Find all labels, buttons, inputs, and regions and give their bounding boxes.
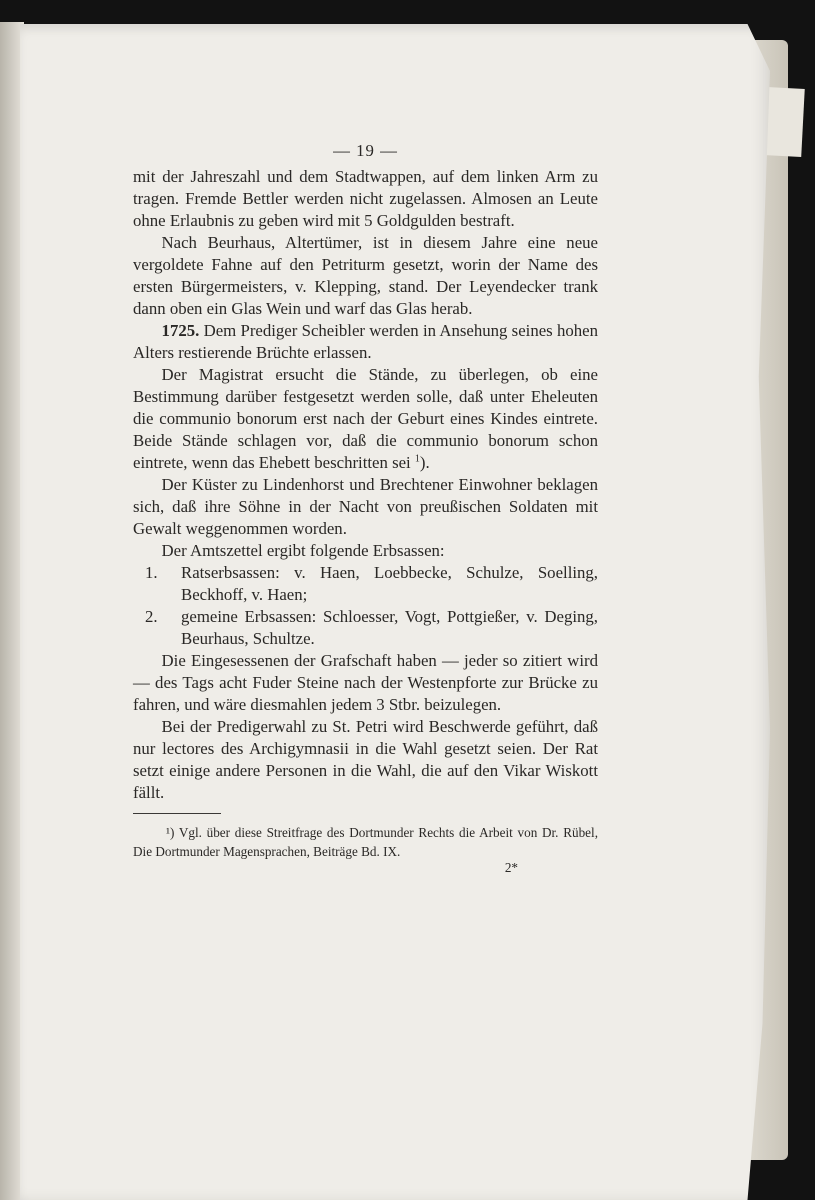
page-number: — 19 —	[333, 141, 398, 160]
paragraph-magistrat	[133, 364, 598, 474]
paragraph-magistrat-text: Der Magistrat ersucht die Stände, zu überlegen, ob eine Bestimmung darüber festgesetzt werden solle, daß unter Eheleuten die communio bonorum erst nach der Geburt eines Kindes eintrete. Beide Stände schlagen vor, daß die communio bonorum schon eintrete, wenn das Ehebett beschritten sei	[133, 365, 598, 472]
paragraph-eingesessenen: Die Eingesessenen der Grafschaft haben — jeder so zitiert wird — des Tags acht Fuder Steine nach der Westenpforte zur Brücke zu fahren, und wäre diesmahlen jedem 3 Stbr. beizulegen.	[133, 651, 598, 714]
list-text: gemeine Erbsassen: Schloesser, Vogt, Pottgießer, v. Deging, Beurhaus, Schultze.	[181, 607, 598, 648]
paragraph-continuation: mit der Jahreszahl und dem Stadtwappen, auf dem linken Arm zu tragen. Fremde Bettler werden nicht zugelassen. Almosen an Leute ohne Erlaubnis zu geben wird mit 5 Goldgulden bestraft.	[133, 167, 598, 230]
paragraph-kuester: Der Küster zu Lindenhorst und Brechtener Einwohner beklagen sich, daß ihre Söhne in der Nacht von preußischen Soldaten mit Gewalt weggenommen worden.	[133, 475, 598, 538]
list-text: Ratserbsassen: v. Haen, Loebbecke, Schulze, Soelling, Beckhoff, v. Haen;	[181, 563, 598, 604]
paragraph-amtszettel: Der Amtszettel ergibt folgende Erbsassen:	[161, 541, 445, 560]
list-item	[133, 606, 598, 650]
paragraph-1725	[133, 320, 598, 364]
torn-page-tab	[763, 87, 805, 157]
erbsassen-list	[133, 562, 598, 650]
sheet-signature: 2*	[504, 860, 518, 875]
paragraph-beurhaus: Nach Beurhaus, Altertümer, ist in diesem Jahre eine neue vergoldete Fahne auf den Petriturm gesetzt, worin der Name des ersten Bürgermeisters, v. Klepping, stand. Der Leyendecker trank dann oben ein Glas Wein und warf das Glas herab.	[133, 233, 598, 318]
footnote-divider	[133, 813, 221, 814]
paragraph-1725-text: Dem Prediger Scheibler werden in Ansehung seines hohen Alters restierende Brüchte erlassen.	[133, 321, 598, 362]
list-item	[133, 562, 598, 606]
paragraph-predigerwahl: Bei der Predigerwahl zu St. Petri wird Beschwerde geführt, daß nur lectores des Archigymnasii in die Wahl gesetzt seien. Der Rat setzt einige andere Personen in die Wahl, die auf den Vikar Wiskott fällt.	[133, 717, 598, 802]
page-text	[133, 140, 598, 875]
footnote: ¹) Vgl. über diese Streitfrage des Dortmunder Rechts die Arbeit von Dr. Rübel, Die Dortmunder Magensprachen, Beiträge Bd. IX.	[133, 825, 598, 859]
paragraph-magistrat-end: ).	[419, 453, 430, 472]
year-heading: 1725.	[161, 321, 200, 340]
list-number: 1.	[145, 563, 158, 582]
list-number: 2.	[145, 607, 158, 626]
footnote-marker: 1	[414, 453, 420, 465]
